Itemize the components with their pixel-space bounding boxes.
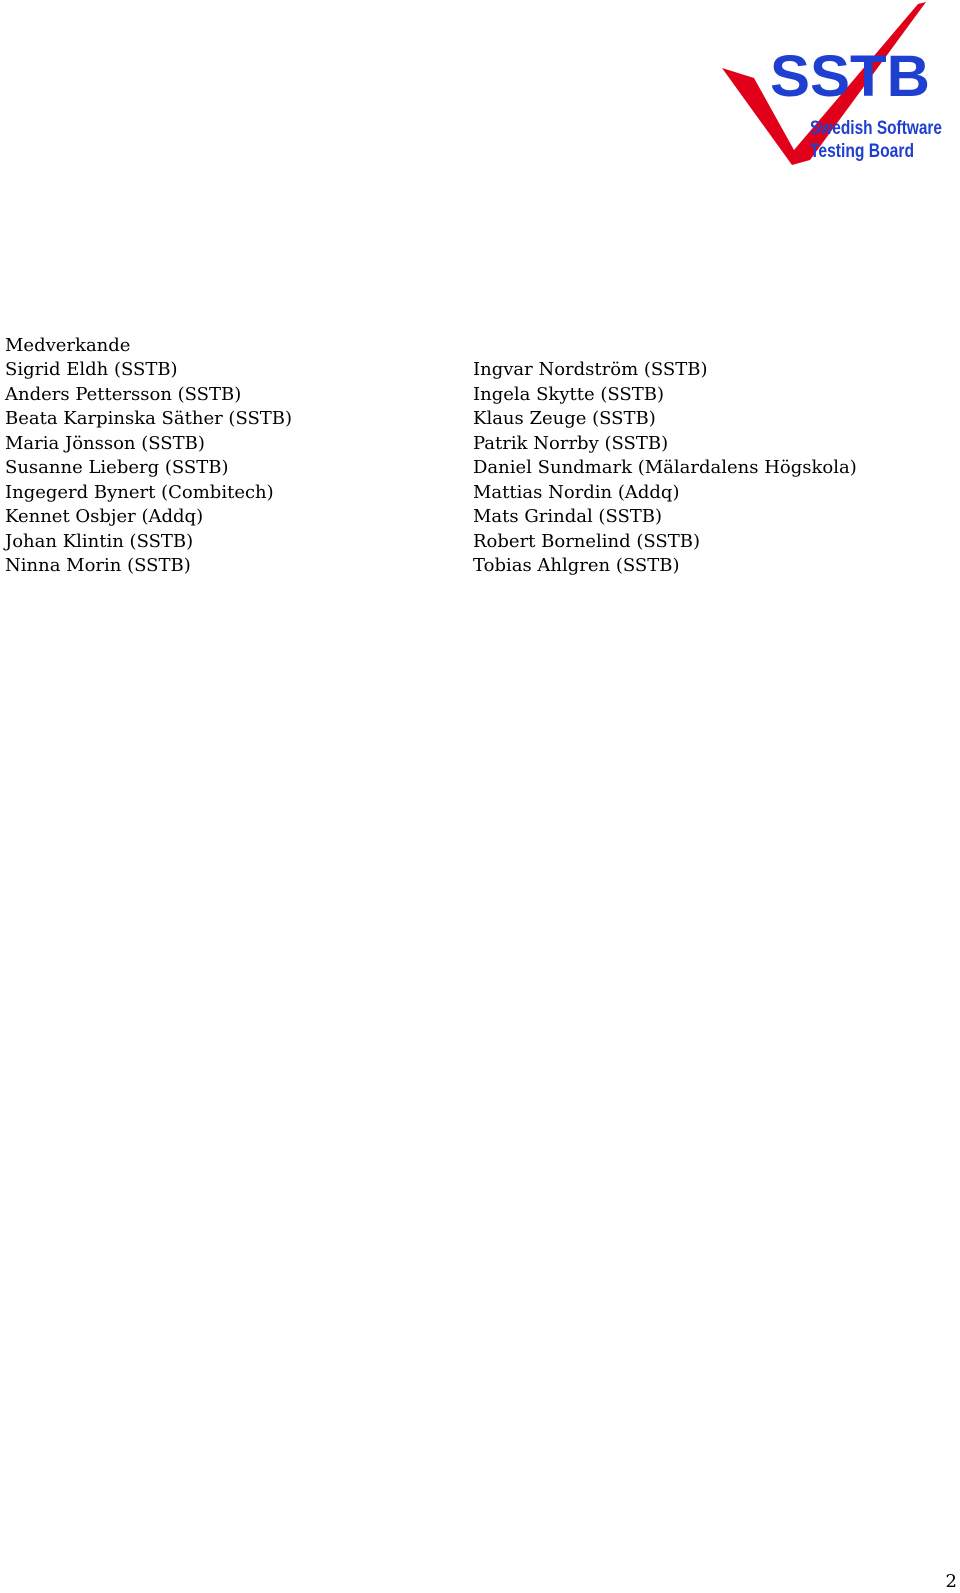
contributor-item: Ninna Morin (SSTB) <box>5 555 191 576</box>
logo-subtitle-line2: Testing Board <box>810 141 914 162</box>
contributor-item: Patrik Norrby (SSTB) <box>473 432 669 454</box>
contributor-item: Ingegerd Bynert (Combitech) <box>5 481 274 503</box>
contributor-item: Johan Klintin (SSTB) <box>5 530 194 552</box>
contributor-item: Tobias Ahlgren (SSTB) <box>473 555 680 576</box>
contributor-item: Ingvar Nordström (SSTB) <box>473 359 708 380</box>
contributor-item: Ingela Skytte (SSTB) <box>473 383 664 405</box>
contributors-right-column <box>473 358 857 579</box>
logo-subtitle-line1: Swedish Software <box>810 118 942 139</box>
contributor-item: Daniel Sundmark (Mälardalens Högskola) <box>473 457 857 478</box>
contributor-item: Beata Karpinska Säther (SSTB) <box>5 408 293 429</box>
section-heading: Medverkande <box>5 335 131 356</box>
contributors-left-column <box>5 358 292 579</box>
contributor-item: Mattias Nordin (Addq) <box>473 481 680 503</box>
page-number: 2 <box>945 1571 957 1592</box>
contributor-item: Robert Bornelind (SSTB) <box>473 530 701 552</box>
sstb-logo <box>722 0 960 170</box>
logo-main-text: SSTB <box>770 44 930 109</box>
contributor-item: Klaus Zeuge (SSTB) <box>473 408 656 429</box>
contributor-item: Mats Grindal (SSTB) <box>473 506 663 527</box>
contributor-item: Kennet Osbjer (Addq) <box>5 506 204 527</box>
contributor-item: Sigrid Eldh (SSTB) <box>5 359 178 380</box>
contributor-item: Anders Pettersson (SSTB) <box>5 383 242 405</box>
contributor-item: Maria Jönsson (SSTB) <box>5 432 205 454</box>
contributor-item: Susanne Lieberg (SSTB) <box>5 457 229 478</box>
